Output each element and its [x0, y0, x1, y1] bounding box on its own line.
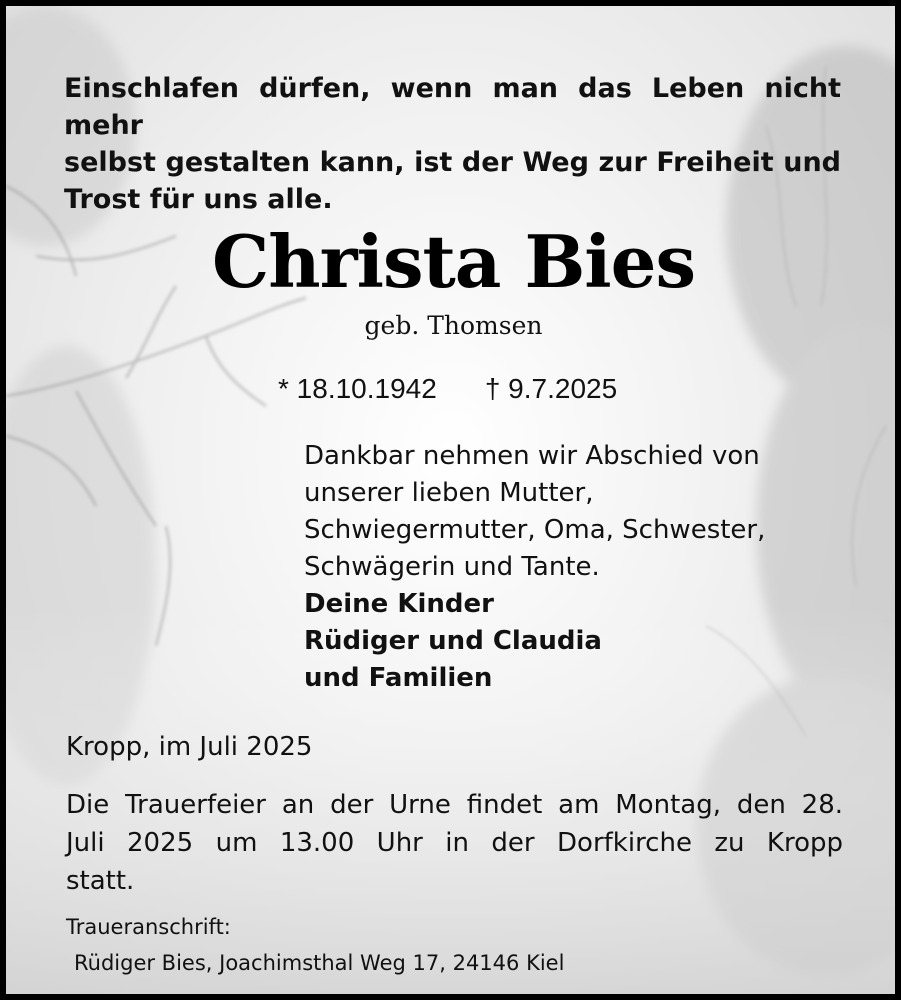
maiden-name: geb. Thomsen	[364, 311, 543, 340]
motto-quote	[64, 70, 841, 218]
signature-line: Deine Kinder	[304, 589, 494, 619]
message-line: Dankbar nehmen wir Abschied von	[304, 441, 760, 471]
motto-line: selbst gestalten kann, ist der Weg zur Freiheit und	[64, 147, 841, 178]
funeral-line: statt.	[66, 866, 135, 896]
life-dates	[278, 370, 617, 408]
farewell-message	[304, 438, 765, 697]
signature-line: Rüdiger und Claudia	[304, 626, 602, 656]
funeral-line: Juli 2025 um 13.00 Uhr in der Dorfkirche zu Kropp	[66, 828, 843, 858]
place-and-date: Kropp, im Juli 2025	[66, 732, 313, 762]
message-line: Schwägerin und Tante.	[304, 552, 600, 582]
motto-line: Einschlafen dürfen, wenn man das Leben nicht mehr	[64, 73, 841, 141]
funeral-announcement	[66, 786, 843, 900]
mourning-address-label: Traueranschrift:	[66, 915, 231, 939]
funeral-line: Die Trauerfeier an der Urne findet am Montag, den 28.	[66, 790, 843, 820]
motto-line: Trost für uns alle.	[64, 184, 333, 215]
message-line: Schwiegermutter, Oma, Schwester,	[304, 515, 766, 545]
signature-line: und Familien	[304, 663, 493, 693]
birth-date: * 18.10.1942	[278, 373, 437, 404]
mourning-address: Rüdiger Bies, Joachimsthal Weg 17, 24146 Kiel	[74, 951, 565, 975]
deceased-name: Christa Bies	[212, 219, 695, 304]
death-date: † 9.7.2025	[484, 373, 618, 404]
message-line: unserer lieben Mutter,	[304, 478, 594, 508]
notice-content	[6, 6, 895, 994]
